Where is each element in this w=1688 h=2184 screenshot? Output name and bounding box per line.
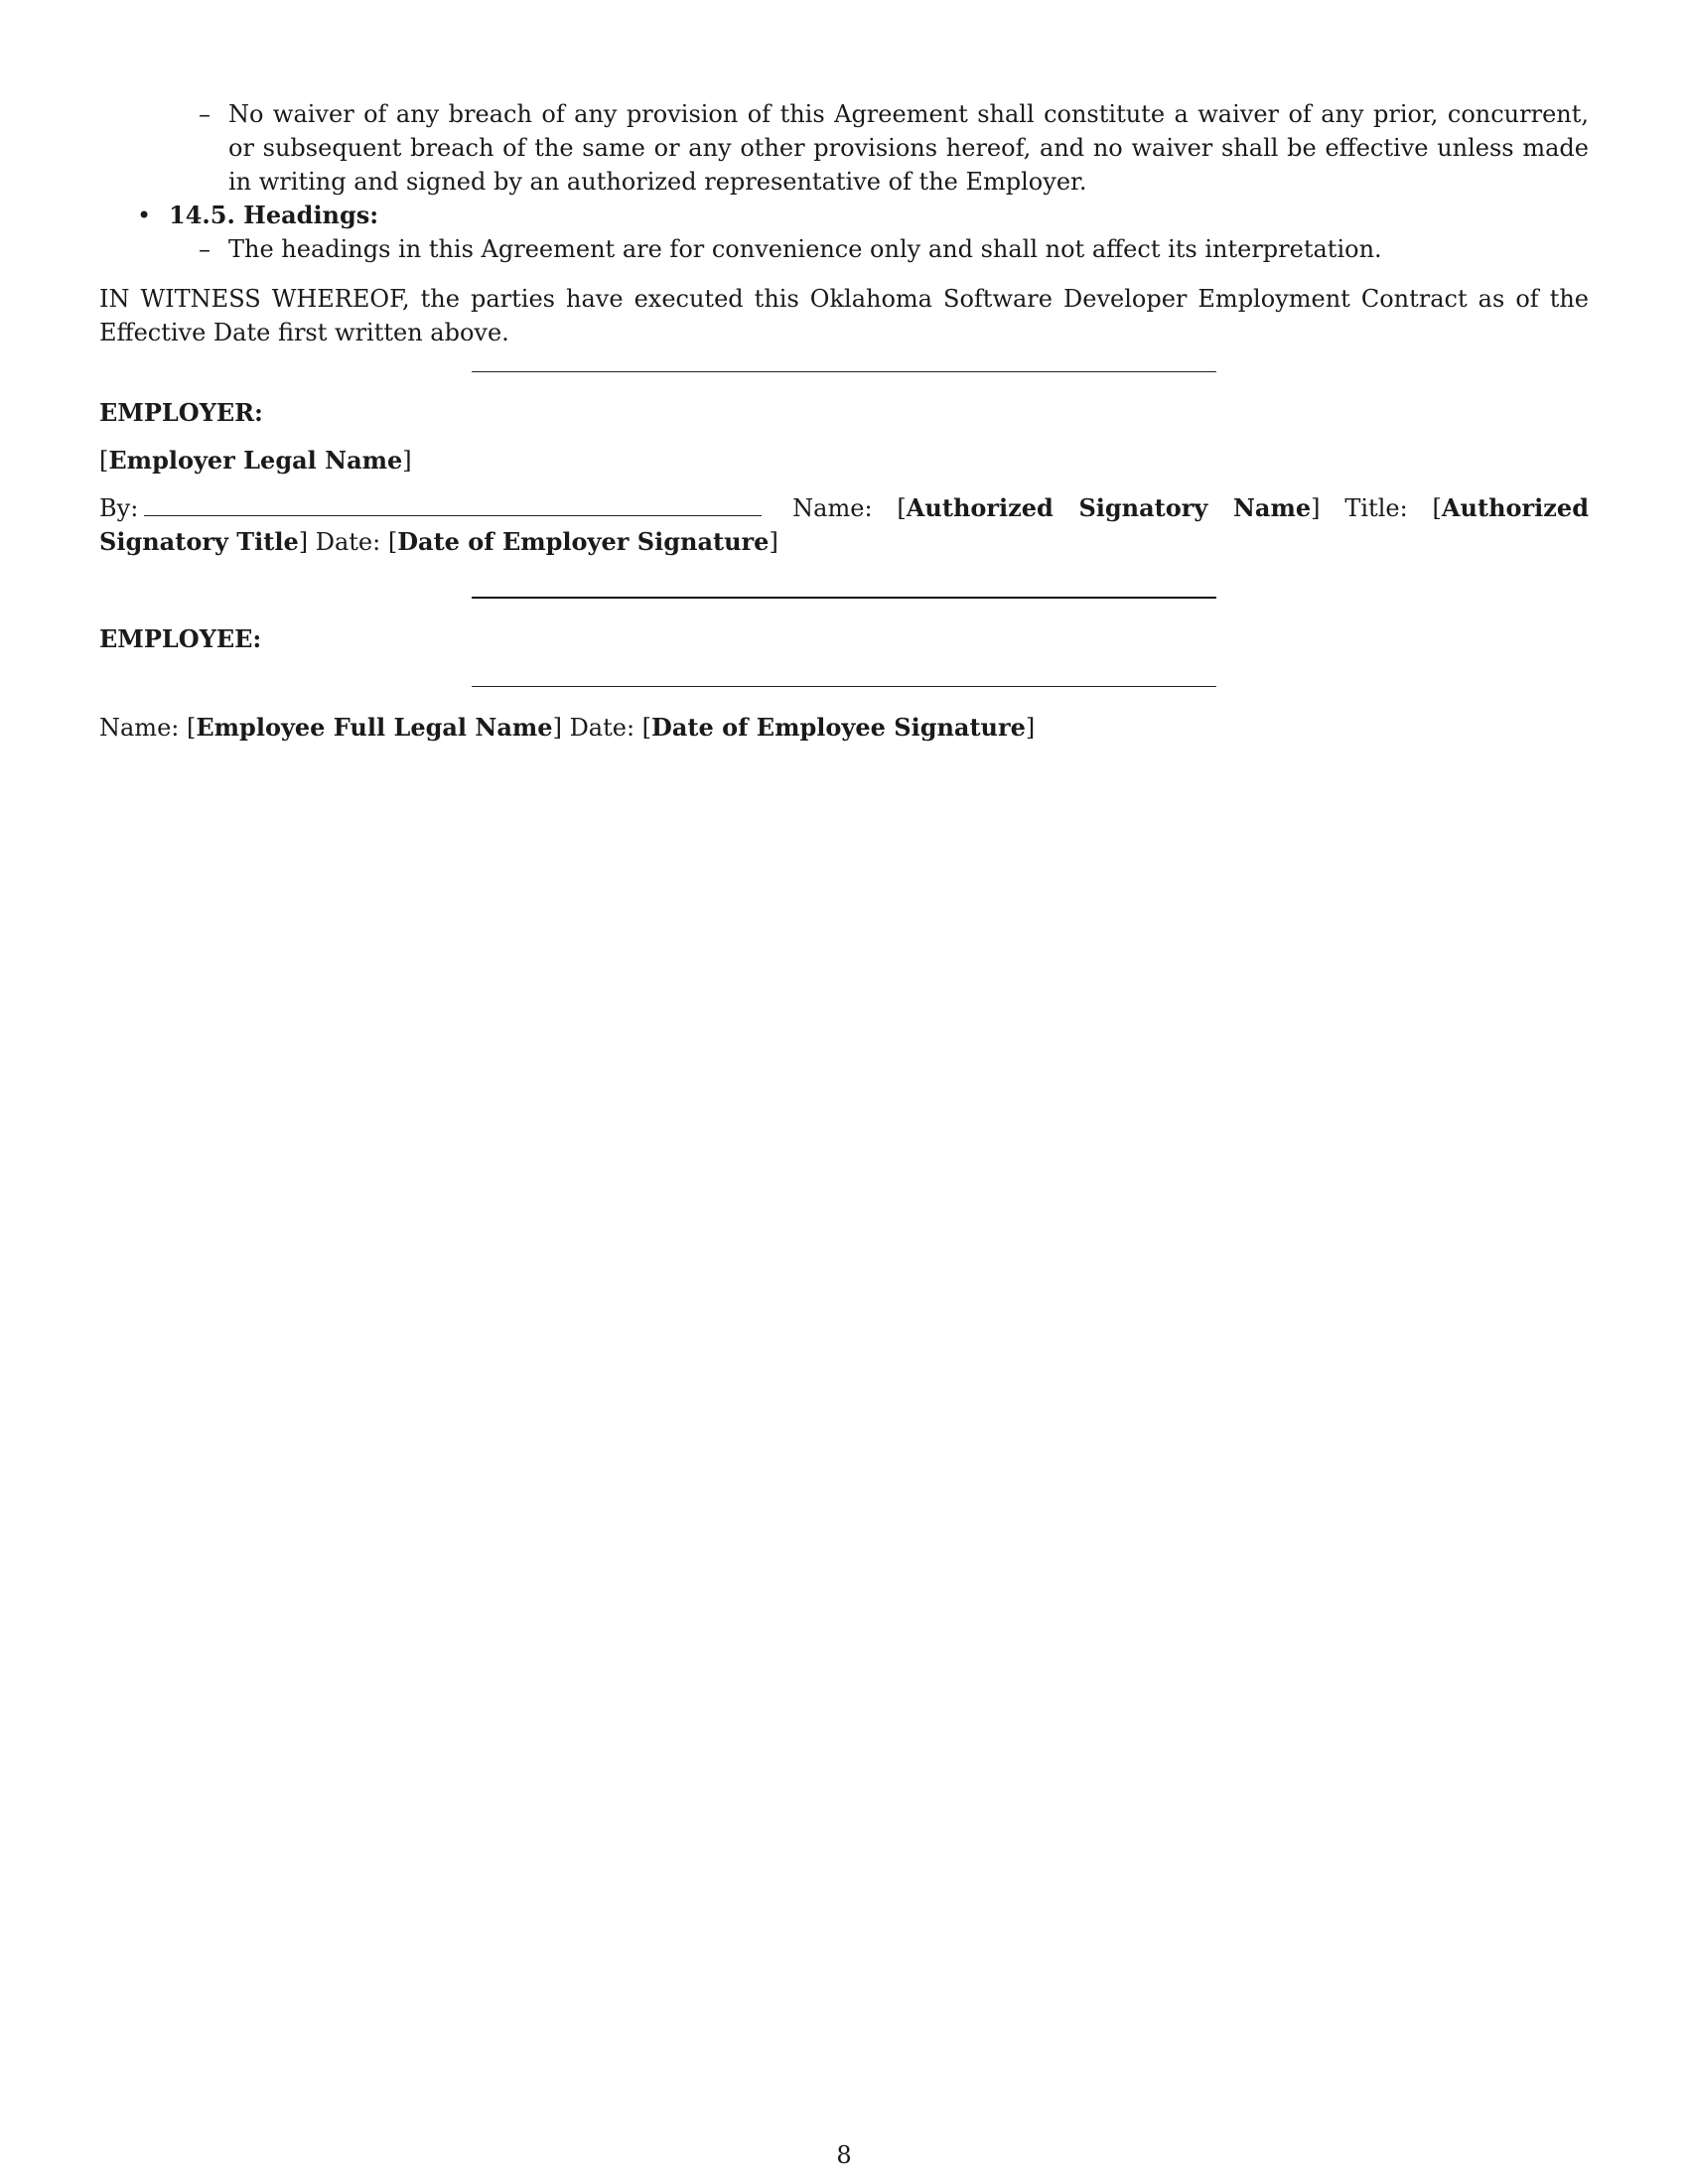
employer-label: EMPLOYER: (99, 398, 263, 427)
employee-date-value: Date of Employee Signature (651, 713, 1026, 742)
employer-date-label: Date: (315, 528, 381, 556)
clause-14-4-text (99, 97, 1589, 199)
signature-divider (472, 371, 1216, 372)
employer-legal-name: [Employer Legal Name] (99, 446, 412, 475)
employer-signature-blank[interactable] (144, 491, 762, 516)
employee-name-label: Name: (99, 714, 180, 742)
witness-paragraph: IN WITNESS WHEREOF, the parties have executed this Oklahoma Software Developer Employment Contract as of the Effective Date first written above. (99, 285, 1589, 346)
dash-marker: – (199, 100, 211, 128)
clause-14-5-heading (99, 199, 1589, 232)
employee-name-value: Employee Full Legal Name (196, 713, 553, 742)
employer-date-value: Date of Employer Signature (397, 527, 770, 556)
employee-section (99, 622, 1589, 745)
employer-name-value: Authorized Signatory Name (906, 493, 1312, 522)
page-number: 8 (836, 2141, 852, 2169)
clause-14-4-body: No waiver of any breach of any provision of this Agreement shall constitute a waiver of any prior, concurrent, or subsequent breach of the same or any other provisions hereof, and no waiver shall be effective unless made in writing and signed by an authorized representative of the Employer. (228, 100, 1589, 196)
employer-title-value: Authorized Signatory Title (99, 493, 1589, 556)
employee-signature-rule[interactable] (472, 686, 1216, 687)
by-label: By: (99, 494, 139, 522)
bullet-marker: • (137, 202, 152, 229)
document-page (99, 97, 1589, 745)
employee-date-label: Date: (569, 714, 635, 742)
clause-14-5-title: 14.5. Headings: (169, 201, 379, 229)
employer-legal-name-value: Employer Legal Name (108, 446, 403, 475)
clause-14-5-body: The headings in this Agreement are for convenience only and shall not affect its interpretation. (228, 235, 1382, 263)
employer-section (99, 396, 1589, 559)
employer-name-label: Name: (792, 494, 873, 522)
clause-14-5-text (99, 232, 1589, 266)
employer-employee-divider (472, 597, 1216, 599)
dash-marker: – (199, 235, 211, 263)
employer-title-label: Title: (1344, 494, 1408, 522)
employer-signature-line: By: Name: [Authorized Signatory Name] Title: [Authorized Signatory Title] Date: [Date of Employer Signature] (99, 493, 1589, 556)
employee-label: EMPLOYEE: (99, 624, 262, 653)
employee-signature-line: Name: [Employee Full Legal Name] Date: [Date of Employee Signature] (99, 713, 1036, 742)
